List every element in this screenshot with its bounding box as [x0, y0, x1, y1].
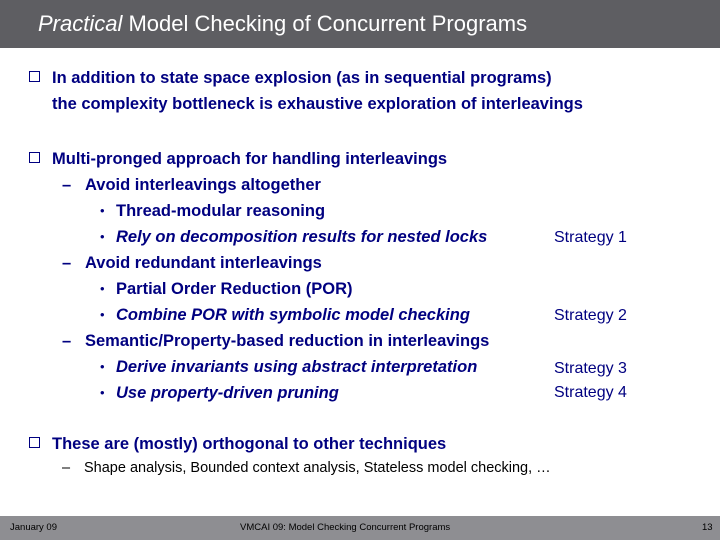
bullet-3: These are (mostly) orthogonal to other techniques — [52, 435, 447, 453]
strategy-3-label: Strategy 3 — [554, 360, 627, 377]
sub-item-avoid-redundant: Avoid redundant interleavings — [85, 254, 322, 272]
dash-bullet-icon: – — [62, 176, 72, 194]
footer-title: VMCAI 09: Model Checking Concurrent Programs — [240, 522, 451, 533]
dash-bullet-icon: – — [62, 254, 72, 272]
item-property-pruning: Use property-driven pruning — [116, 384, 339, 402]
slide-title-rest: Model Checking of Concurrent Programs — [122, 11, 528, 36]
bullet-1-line-1: In addition to state space explosion (as in sequential programs) — [52, 69, 552, 87]
slide-title-bar — [0, 0, 720, 48]
dot-bullet-icon: • — [100, 203, 105, 218]
bullet-2: Multi-pronged approach for handling interleavings — [52, 150, 448, 168]
footer-date: January 09 — [10, 522, 58, 533]
dot-bullet-icon: • — [100, 307, 105, 322]
sub-item-other-techniques: Shape analysis, Bounded context analysis, Stateless model checking, … — [84, 460, 551, 476]
item-thread-modular: Thread-modular reasoning — [116, 202, 326, 220]
item-por-symbolic: Combine POR with symbolic model checking — [116, 306, 470, 324]
strategy-4-label: Strategy 4 — [554, 384, 627, 401]
dot-bullet-icon: • — [100, 385, 105, 400]
bullet-1-line-2: the complexity bottleneck is exhaustive exploration of interleavings — [52, 95, 583, 113]
sub-item-avoid-altogether: Avoid interleavings altogether — [85, 176, 321, 194]
item-abstract-interpretation: Derive invariants using abstract interpretation — [116, 358, 478, 376]
square-bullet-icon — [29, 152, 40, 163]
strategy-1-label: Strategy 1 — [554, 229, 627, 246]
page-number: 13 — [702, 522, 713, 533]
strategy-2-label: Strategy 2 — [554, 307, 627, 324]
dot-bullet-icon: • — [100, 359, 105, 374]
dot-bullet-icon: • — [100, 229, 105, 244]
slide-title-italic: Practical — [38, 11, 123, 36]
dot-bullet-icon: • — [100, 281, 105, 296]
square-bullet-icon — [29, 437, 40, 448]
item-nested-locks: Rely on decomposition results for nested locks — [116, 228, 488, 246]
dash-bullet-icon: – — [62, 460, 71, 476]
item-por: Partial Order Reduction (POR) — [116, 280, 353, 298]
slide-title — [38, 11, 527, 36]
sub-item-semantic-reduction: Semantic/Property-based reduction in interleavings — [85, 332, 490, 350]
dash-bullet-icon: – — [62, 332, 72, 350]
square-bullet-icon — [29, 71, 40, 82]
